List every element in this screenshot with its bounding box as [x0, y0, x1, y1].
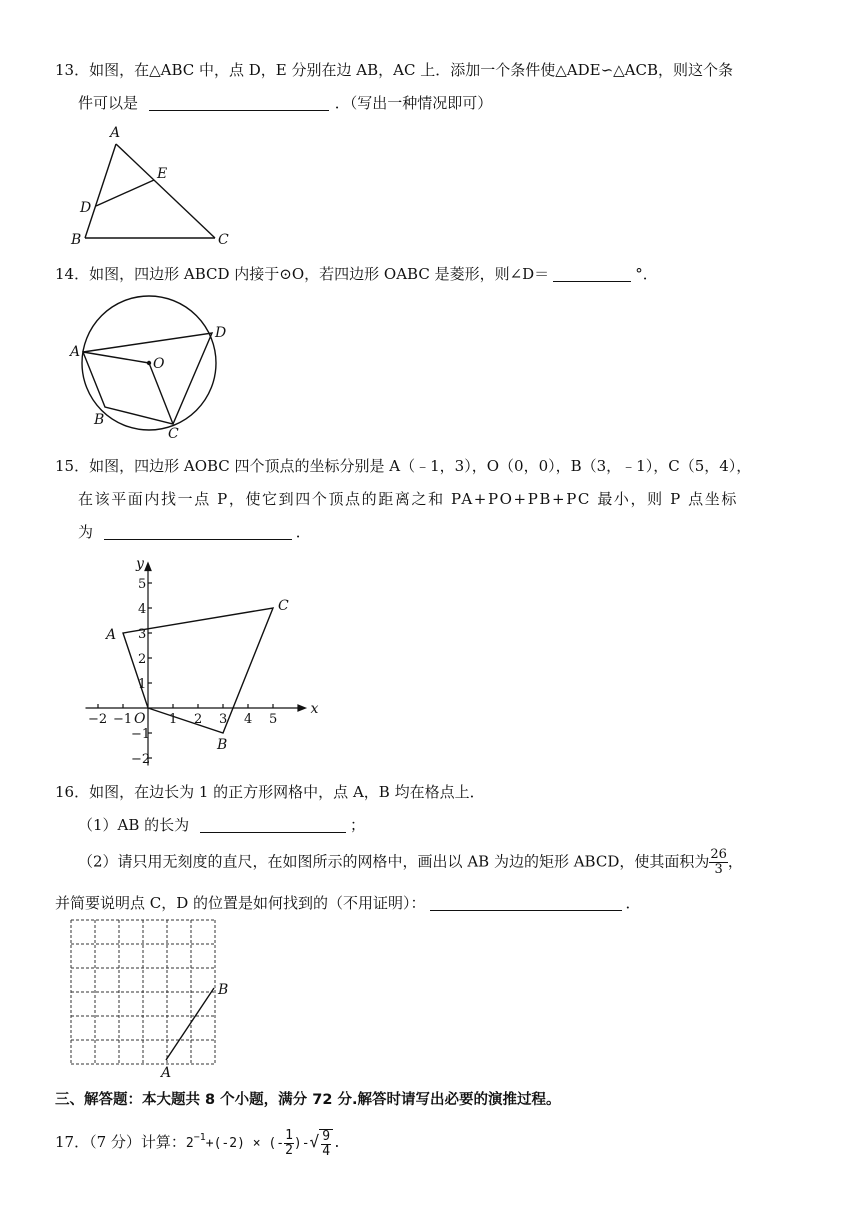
q14-text-a: 如图，四边形 ABCD 内接于⊙O，若四边形 OABC 是菱形，则∠D＝ — [89, 265, 550, 283]
q13-label-a: A — [110, 125, 121, 141]
q15-point-label-a: A — [106, 627, 117, 643]
q15-text-line3a: 为 — [78, 523, 94, 541]
q17-expression — [185, 1128, 341, 1159]
q17-line — [55, 1125, 341, 1159]
q14-line — [55, 264, 658, 284]
q15-text-line1: 如图，四边形 AOBC 四个顶点的坐标分别是 A（﹣1，3），O（0，0），B（3，﹣1），C（5，4）， — [89, 457, 752, 475]
q14-segment-oc — [149, 363, 173, 424]
q15-y-tick-label: 2 — [138, 652, 147, 667]
q16-area-fraction — [709, 848, 728, 877]
q16-fraction-denominator: 3 — [714, 862, 723, 877]
q17-power-exponent: −1 — [193, 1132, 206, 1143]
q16-part2-text-b: ， — [727, 852, 743, 871]
q14-circle-figure — [60, 290, 240, 440]
q16-text-line3a: 并简要说明点 C，D 的位置是如何找到的（不用证明）： — [55, 894, 426, 912]
q14-label-d: D — [215, 325, 227, 341]
q13-segment-de — [96, 180, 154, 206]
q13-side-ab — [85, 144, 116, 238]
q15-number: 15． — [55, 457, 90, 475]
q15-y-axis-label: y — [136, 556, 144, 572]
q15-text-line2: 在该平面内找一点 P，使它到四个顶点的距离之和 PA+PO+PB+PC 最小，则 P 点坐标 — [78, 490, 738, 508]
q17-sqrt-numerator: 9 — [322, 1128, 331, 1144]
q16-part1-answer-blank[interactable] — [200, 816, 346, 833]
q15-y-tick-label: 3 — [138, 627, 147, 642]
q16-part2 — [78, 848, 743, 877]
q15-x-tick-label: 2 — [194, 712, 203, 727]
q17-sqrt-sign: √ — [309, 1132, 320, 1151]
q17-fraction-denominator: 2 — [285, 1143, 293, 1158]
q13-text-line2b: ．（写出一种情况即可） — [334, 94, 493, 112]
q16-part2-answer-blank[interactable] — [430, 894, 622, 911]
q16-part1-text-b: ； — [349, 816, 365, 834]
q16-line1 — [55, 782, 485, 802]
q14-label-a: A — [70, 344, 81, 360]
q16-part1 — [78, 815, 365, 835]
q13-line2 — [78, 93, 492, 113]
q16-text-line3b: ． — [625, 894, 641, 912]
q16-number: 16． — [55, 783, 90, 801]
q13-label-e: E — [157, 166, 168, 182]
q13-label-c: C — [218, 232, 229, 248]
q14-segment-oa — [83, 352, 149, 363]
q17-sqrt-radicand — [319, 1129, 333, 1159]
q16-line3 — [55, 893, 641, 913]
q13-label-b: B — [71, 232, 82, 248]
q15-x-tick-label: −2 — [88, 712, 108, 727]
q17-power-base: 2 — [185, 1136, 194, 1151]
q16-text-line1: 如图，在边长为 1 的正方形网格中，点 A，B 均在格点上． — [89, 783, 485, 801]
q13-label-d: D — [80, 200, 92, 216]
q17-text: （7 分）计算： — [89, 1133, 186, 1151]
q13-line1 — [55, 60, 733, 80]
q15-y-tick-label: −1 — [131, 727, 151, 742]
q16-segment-ab — [166, 988, 214, 1060]
q15-x-tick-label: 3 — [219, 712, 228, 727]
q17-expr-close: )- — [293, 1136, 310, 1151]
q15-y-tick-label: 4 — [138, 602, 147, 617]
q17-number: 17． — [55, 1133, 90, 1151]
q15-y-tick-label: 1 — [138, 677, 147, 692]
q17-fraction — [284, 1129, 294, 1158]
q16-part2-text-a: （2）请只用无刻度的直尺，在如图所示的网格中，画出以 AB 为边的矩形 ABCD，使其面积为 — [78, 852, 710, 871]
q15-y-tick-label: 5 — [138, 577, 147, 592]
q15-x-arrow — [298, 705, 306, 711]
q16-label-b: B — [218, 982, 229, 998]
q14-label-o: O — [153, 356, 165, 372]
q16-part1-text-a: （1）AB 的长为 — [78, 816, 190, 834]
q15-origin-label: O — [134, 711, 146, 727]
q13-number: 13． — [55, 61, 90, 79]
q13-triangle-figure — [60, 120, 260, 250]
q14-number: 14． — [55, 265, 90, 283]
q17-fraction-numerator: 1 — [285, 1128, 293, 1143]
q15-x-tick-label: 4 — [244, 712, 253, 727]
q15-point-label-c: C — [278, 598, 289, 614]
q15-line2 — [78, 489, 738, 509]
q15-point-label-b: B — [217, 737, 228, 753]
q14-answer-blank[interactable] — [553, 265, 631, 282]
q14-center-dot — [147, 361, 151, 365]
q14-label-b: B — [94, 412, 105, 428]
q15-x-tick-label: 5 — [269, 712, 278, 727]
q16-grid-figure — [60, 915, 250, 1085]
q15-x-tick-label: −1 — [113, 712, 133, 727]
q15-line3 — [78, 522, 311, 542]
q16-fraction-numerator: 26 — [710, 847, 727, 862]
q17-expr-mid: +(-2) × (- — [205, 1136, 285, 1151]
q15-x-tick-label: 1 — [169, 712, 178, 727]
q13-text-line1: 如图，在△ABC 中，点 D，E 分别在边 AB，AC 上．添加一个条件使△ADE∽△ACB，则这个条 — [89, 61, 734, 79]
q15-y-tick-label: −2 — [131, 752, 151, 767]
q17-sqrt-fraction — [321, 1130, 331, 1159]
section3-heading: 三、解答题：本大题共 8 个小题，满分 72 分.解答时请写出必要的演推过程。 — [55, 1092, 561, 1108]
q17-expr-end: . — [333, 1136, 341, 1151]
q14-label-c: C — [168, 426, 179, 442]
q13-answer-blank[interactable] — [149, 94, 329, 111]
q14-text-b: °． — [635, 265, 658, 283]
q17-sqrt-denominator: 4 — [322, 1143, 331, 1159]
q15-line1 — [55, 456, 751, 476]
q13-text-line2a: 件可以是 — [78, 94, 139, 112]
q16-label-a: A — [161, 1065, 172, 1081]
q15-y-arrow — [145, 563, 151, 571]
q15-coordinate-figure — [60, 545, 319, 770]
q15-answer-blank[interactable] — [104, 523, 292, 540]
q15-text-line3b: ． — [295, 523, 311, 541]
q15-x-axis-label: x — [310, 701, 319, 717]
